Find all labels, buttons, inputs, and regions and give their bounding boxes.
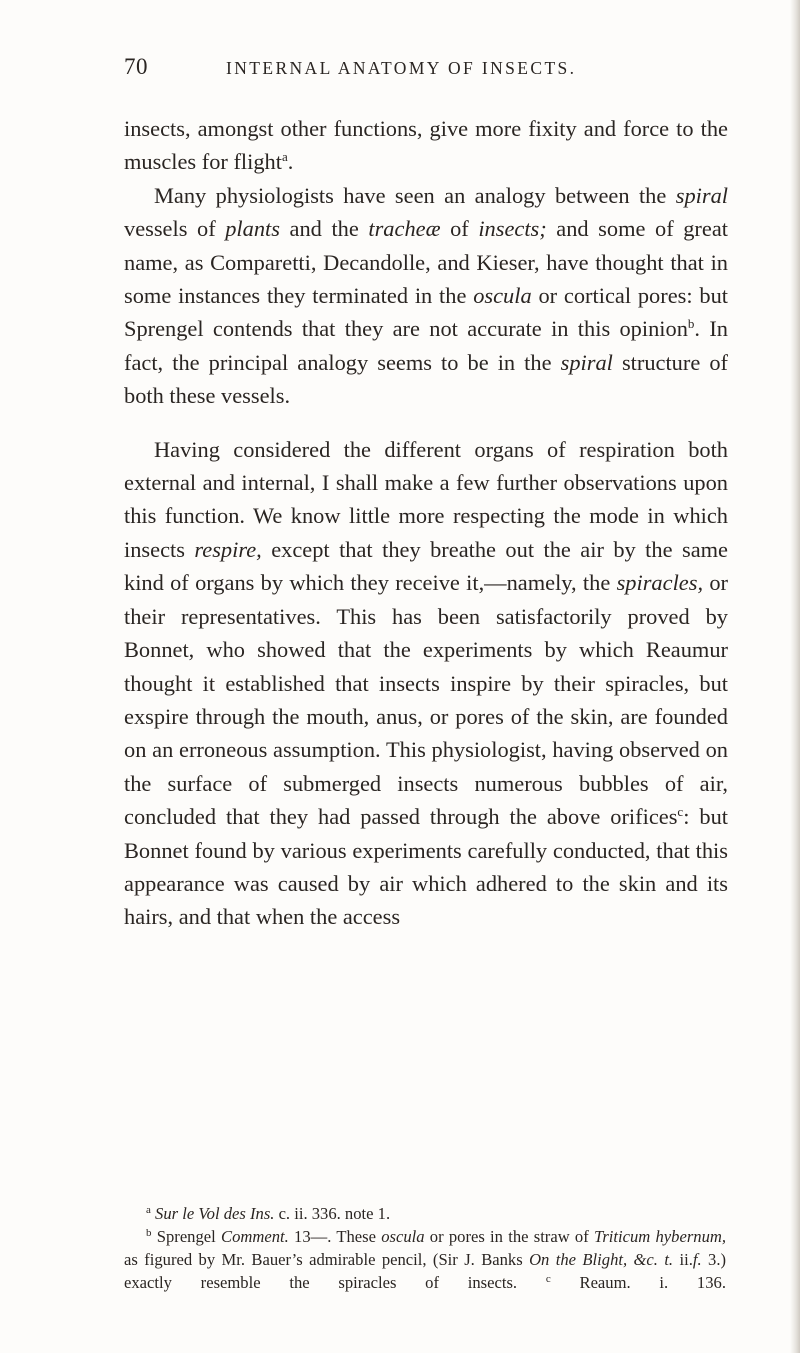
footnote-ref-a: a: [281, 149, 288, 165]
footnote-ref-b: b: [687, 316, 695, 332]
paragraph-3: Having considered the different organs of respiration both external and internal, I shall make a few further observations upon this function. We know little more respecting the mode in which insects respire, except that they breathe out the air by the same kind of organs by which they receive it,—namely, the spiracles, or their representatives. This has been satisfactorily proved by Bonnet, who showed that the experiments by which Reaumur thought it established that insects inspire by their spiracles, but exspire through the mouth, anus, or pores of the skin, are founded on an erroneous assumption. This physiologist, having observed on the surface of submerged insects numerous bubbles of air, concluded that they had passed through the above orifices$^c$: but Bonnet found by various experiments carefully conducted, that this appearance was caused by air which adhered to the skin and its hairs, and that when the access: [124, 436, 729, 930]
footnote-a: $^a$ Sur le Vol des Ins. c. ii. 336. note 1.: [146, 1204, 391, 1223]
running-head: INTERNAL ANATOMY OF INSECTS.: [226, 58, 577, 78]
footnote-b: $^b$ Sprengel Comment. 13—. These oscula or pores in the straw of Triticum hybernum, as figured by Mr. Bauer’s admirable pencil, (Sir J. Banks On the Blight, &c. t. ii.f. 3.) exactly resemble the spiracles of insects. $^c$ Reaum. i. 136.: [124, 1227, 727, 1292]
page-number: 70: [124, 54, 148, 79]
paragraph-2: Many physiologists have seen an analogy between the spiral vessels of plants and the tracheæ of insects; and some of great name, as Comparetti, Decandolle, and Kieser, have thought that in some instances they terminated in the oscula or cortical pores: but Sprengel contends that they are not accurate in this opinion$^b$. In fact, the principal analogy seems to be in the spiral structure of both these vessels.: [124, 182, 728, 409]
footnote-ref-c: c: [677, 804, 684, 820]
page-header: [124, 54, 724, 84]
paragraph-1: insects, amongst other functions, give more fixity and force to the muscles for flight$^a$.: [124, 116, 728, 175]
footnote-c: Reaum. i. 136.: [550, 1273, 726, 1292]
page-edge-shadow: [790, 0, 800, 1353]
body-text: [124, 112, 728, 934]
footnote-c-marker: c: [545, 1273, 551, 1285]
footnotes: [124, 1202, 726, 1294]
